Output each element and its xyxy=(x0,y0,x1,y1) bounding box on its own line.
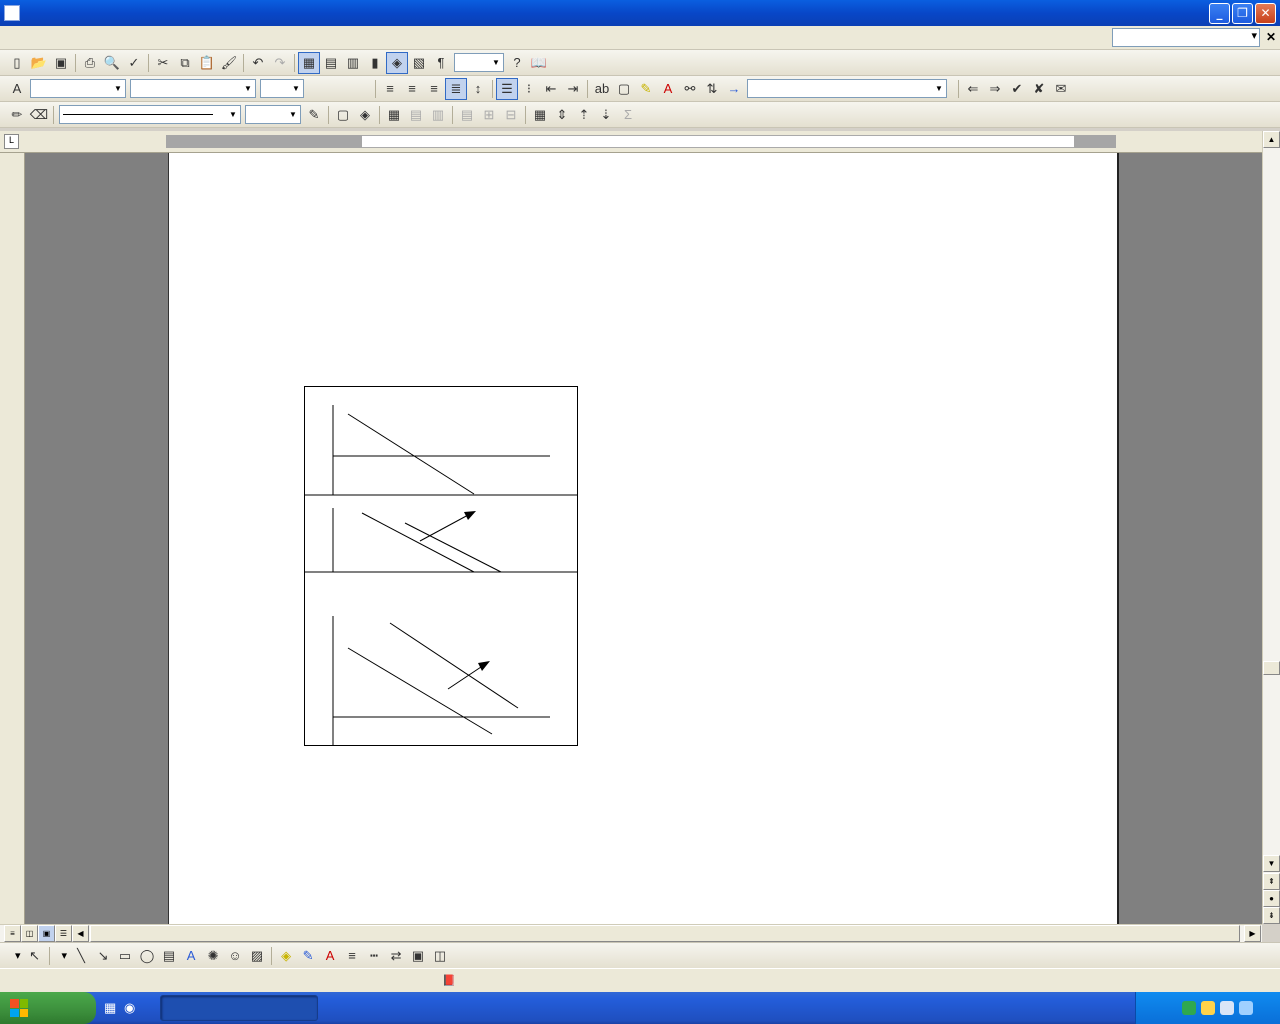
save-icon[interactable]: ▣ xyxy=(54,54,68,70)
picture-icon[interactable]: ▨ xyxy=(250,947,264,963)
insert-table-icon[interactable]: ▤ xyxy=(324,54,338,70)
close-button[interactable]: ✕ xyxy=(1255,3,1276,24)
align-left-icon[interactable]: ≡ xyxy=(386,81,394,96)
insert-table-icon[interactable]: ▦ xyxy=(387,106,401,122)
borders-icon[interactable]: ▢ xyxy=(617,80,631,96)
separator xyxy=(958,80,959,98)
open-folder-icon[interactable]: 📂 xyxy=(30,54,48,70)
line-style-select[interactable] xyxy=(59,105,241,124)
minimize-button[interactable]: _ xyxy=(1209,3,1230,24)
separator xyxy=(148,54,149,72)
text-box-icon[interactable]: ▤ xyxy=(162,947,176,963)
pencil-icon[interactable]: ✏ xyxy=(11,106,23,122)
align-right-icon[interactable]: ≡ xyxy=(430,81,438,96)
separator xyxy=(587,80,588,98)
formatting-toolbar xyxy=(0,76,1280,102)
volume-icon[interactable] xyxy=(1220,1001,1234,1015)
chevron-down-icon[interactable]: ▼ xyxy=(289,110,297,119)
browse-object-icon[interactable]: ● xyxy=(1263,890,1280,907)
insert-excel-icon[interactable]: ▥ xyxy=(346,54,360,70)
sort-descending-icon[interactable]: ⇣ xyxy=(600,106,612,122)
columns-icon[interactable]: ▮ xyxy=(371,54,379,70)
new-comment-icon[interactable]: ✉ xyxy=(1055,80,1067,96)
styles-pane-icon[interactable]: A xyxy=(12,81,22,96)
zoom-select[interactable] xyxy=(454,53,504,72)
autosum-icon[interactable]: Σ xyxy=(623,107,633,122)
dash-style-icon[interactable]: ┅ xyxy=(370,947,378,963)
line-color-icon[interactable]: ✎ xyxy=(302,947,314,963)
separator xyxy=(271,947,272,965)
draw-table-icon[interactable]: ▦ xyxy=(298,52,320,74)
align-center-icon[interactable]: ≡ xyxy=(408,81,416,96)
quick-launch-icon[interactable]: ◉ xyxy=(124,1000,136,1015)
separator xyxy=(525,106,526,124)
text-direction-icon[interactable]: ⇅ xyxy=(706,80,718,96)
arrow-style-icon[interactable]: ⇄ xyxy=(390,947,402,963)
chevron-down-icon[interactable]: ▾ xyxy=(15,950,21,962)
system-tray xyxy=(1135,992,1280,1024)
separator xyxy=(492,80,493,98)
chevron-down-icon[interactable]: ▾ xyxy=(61,950,68,962)
oval-icon[interactable]: ◯ xyxy=(139,947,155,963)
accept-change-icon[interactable]: ✔ xyxy=(1011,80,1023,96)
separator xyxy=(294,54,295,72)
scroll-down-icon[interactable]: ▼ xyxy=(1263,855,1280,872)
chevron-down-icon[interactable]: ▼ xyxy=(229,110,237,119)
show-hide-marks-icon[interactable]: ¶ xyxy=(437,55,445,70)
chevron-down-icon[interactable]: ▾ xyxy=(1251,30,1257,42)
bullets-icon[interactable]: ⁝ xyxy=(526,80,532,96)
horizontal-scrollbar[interactable] xyxy=(0,924,1262,942)
wordart-icon[interactable]: A xyxy=(186,948,196,963)
restore-button[interactable]: ❐ xyxy=(1232,3,1253,24)
title-bar xyxy=(0,0,1280,26)
find-icon[interactable]: ⚯ xyxy=(684,80,696,96)
chevron-down-icon[interactable]: ▼ xyxy=(935,84,943,93)
document-area xyxy=(0,153,1262,924)
start-button[interactable] xyxy=(0,992,96,1024)
increase-indent-icon[interactable]: ⇥ xyxy=(567,80,579,96)
line-icon[interactable]: ╲ xyxy=(77,947,85,963)
reject-change-icon[interactable]: ✘ xyxy=(1033,80,1045,96)
cut-icon[interactable]: ✂ xyxy=(157,54,169,70)
web-view-icon[interactable]: ◫ xyxy=(21,925,38,942)
next-change-icon[interactable]: ⇒ xyxy=(989,80,1001,96)
line-width-select[interactable] xyxy=(245,105,301,124)
font-select[interactable] xyxy=(130,79,256,98)
font-size-select[interactable] xyxy=(260,79,304,98)
separator xyxy=(452,106,453,124)
spelling-icon[interactable]: ✓ xyxy=(128,54,140,70)
previous-change-icon[interactable]: ⇐ xyxy=(967,80,979,96)
vertical-ruler[interactable] xyxy=(0,153,25,924)
paste-icon[interactable]: 📋 xyxy=(198,54,216,70)
border-color-icon[interactable]: ✎ xyxy=(308,106,320,122)
vertical-scrollbar[interactable] xyxy=(1262,131,1280,924)
chevron-down-icon[interactable]: ▼ xyxy=(114,84,122,93)
scroll-left-icon[interactable]: ◀ xyxy=(72,925,89,942)
arrow-icon[interactable]: ↘ xyxy=(97,947,109,963)
shading-color-icon[interactable]: ◈ xyxy=(360,106,370,122)
change-text-direction-icon[interactable]: ⇕ xyxy=(556,106,568,122)
new-document-icon[interactable]: ▯ xyxy=(13,54,21,70)
format-painter-icon[interactable]: 🖌 xyxy=(220,54,238,70)
copy-icon[interactable]: ⧉ xyxy=(180,54,190,70)
distribute-columns-icon[interactable]: ⊟ xyxy=(505,106,517,122)
horizontal-scroll-thumb[interactable] xyxy=(90,925,1240,942)
clipart-icon[interactable]: ☺ xyxy=(228,948,242,963)
outline-view-icon[interactable]: ☰ xyxy=(55,925,72,942)
highlight-icon[interactable]: ✎ xyxy=(640,80,652,96)
print-icon[interactable]: ⎙ xyxy=(84,54,96,70)
undo-icon[interactable]: ↶ xyxy=(252,54,264,70)
arrow-right-icon[interactable]: → xyxy=(727,81,741,96)
separator xyxy=(328,106,329,124)
table-autoformat-icon[interactable]: ▦ xyxy=(533,106,547,122)
font-color-icon[interactable]: A xyxy=(663,81,673,96)
horizontal-ruler[interactable] xyxy=(0,131,1280,153)
separator xyxy=(379,106,380,124)
track-changes-display-select[interactable] xyxy=(747,79,947,98)
fill-color-icon[interactable]: ◈ xyxy=(281,947,292,963)
line-style-preview xyxy=(63,114,213,115)
shadow-style-icon[interactable]: ▣ xyxy=(411,947,425,963)
chevron-down-icon[interactable]: ▼ xyxy=(292,84,300,93)
scroll-up-icon[interactable]: ▲ xyxy=(1263,131,1280,148)
drawing-toolbar-icon[interactable]: ◈ xyxy=(386,52,408,74)
word-app-icon[interactable] xyxy=(4,5,20,21)
network-icon[interactable] xyxy=(1182,1001,1196,1015)
ruler-marks xyxy=(166,135,1116,148)
font-color-icon[interactable]: A xyxy=(325,948,335,963)
tables-borders-toolbar xyxy=(0,102,1280,128)
standard-toolbar xyxy=(0,50,1280,76)
line-spacing-icon[interactable]: ↕ xyxy=(474,81,482,96)
justify-icon[interactable]: ≣ xyxy=(445,78,467,100)
spelling-status-icon[interactable]: 📕 xyxy=(442,975,456,987)
taskbar-item-word[interactable] xyxy=(160,995,318,1021)
print-preview-icon[interactable]: 🔍 xyxy=(103,54,121,70)
document-close-icon[interactable]: ✕ xyxy=(1265,30,1276,44)
drawing-toolbar xyxy=(0,942,1280,968)
italic-button[interactable] xyxy=(328,78,350,100)
previous-page-icon[interactable]: ⇞ xyxy=(1263,873,1280,890)
sort-ascending-icon[interactable]: ⇡ xyxy=(578,106,590,122)
windows-logo-icon xyxy=(10,999,28,1017)
underline-button[interactable] xyxy=(350,78,372,100)
bold-button[interactable] xyxy=(306,78,328,100)
tab-selector[interactable]: L xyxy=(4,134,19,149)
align-cell-icon[interactable]: ▤ xyxy=(460,106,474,122)
select-objects-icon[interactable]: ↖ xyxy=(29,947,40,963)
scroll-right-icon[interactable]: ▶ xyxy=(1244,925,1261,942)
chevron-down-icon[interactable]: ▼ xyxy=(244,84,252,93)
quick-launch-icon[interactable]: ▦ xyxy=(104,1000,117,1015)
scroll-thumb[interactable] xyxy=(1263,661,1280,675)
separator xyxy=(49,947,50,965)
rectangle-icon[interactable]: ▭ xyxy=(118,947,132,963)
3d-style-icon[interactable]: ◫ xyxy=(433,947,447,963)
style-select[interactable] xyxy=(30,79,126,98)
status-bar xyxy=(0,968,1280,992)
supply-demand-figure xyxy=(304,386,578,746)
eraser-icon[interactable]: ⌫ xyxy=(29,106,49,122)
taskbar xyxy=(0,992,1280,1024)
ask-question-input[interactable] xyxy=(1112,28,1260,47)
update-icon[interactable] xyxy=(1239,1001,1253,1015)
print-layout-icon[interactable]: ▣ xyxy=(38,925,55,942)
split-cells-icon[interactable]: ▥ xyxy=(431,106,445,122)
character-scale-icon[interactable]: ab xyxy=(594,81,610,96)
decrease-indent-icon[interactable]: ⇤ xyxy=(545,80,557,96)
line-style-icon[interactable]: ≡ xyxy=(348,948,356,963)
diagram-icon[interactable]: ✺ xyxy=(207,947,219,963)
separator xyxy=(243,54,244,72)
separator xyxy=(53,106,54,124)
help-icon[interactable]: ? xyxy=(513,55,521,70)
document-page[interactable] xyxy=(168,153,1119,924)
normal-view-icon[interactable]: ≡ xyxy=(4,925,21,942)
document-map-icon[interactable]: ▧ xyxy=(412,54,426,70)
next-page-icon[interactable]: ⇟ xyxy=(1263,907,1280,924)
security-icon[interactable] xyxy=(1201,1001,1215,1015)
redo-icon[interactable]: ↷ xyxy=(274,54,286,70)
merge-cells-icon[interactable]: ▤ xyxy=(409,106,423,122)
separator xyxy=(375,80,376,98)
separator xyxy=(75,54,76,72)
chevron-down-icon[interactable]: ▼ xyxy=(492,58,500,67)
numbering-icon[interactable]: ☰ xyxy=(496,78,518,100)
read-mode-icon[interactable]: 📖 xyxy=(530,54,548,70)
menu-bar xyxy=(0,26,1280,50)
outside-border-icon[interactable]: ▢ xyxy=(336,106,350,122)
distribute-rows-icon[interactable]: ⊞ xyxy=(483,106,495,122)
